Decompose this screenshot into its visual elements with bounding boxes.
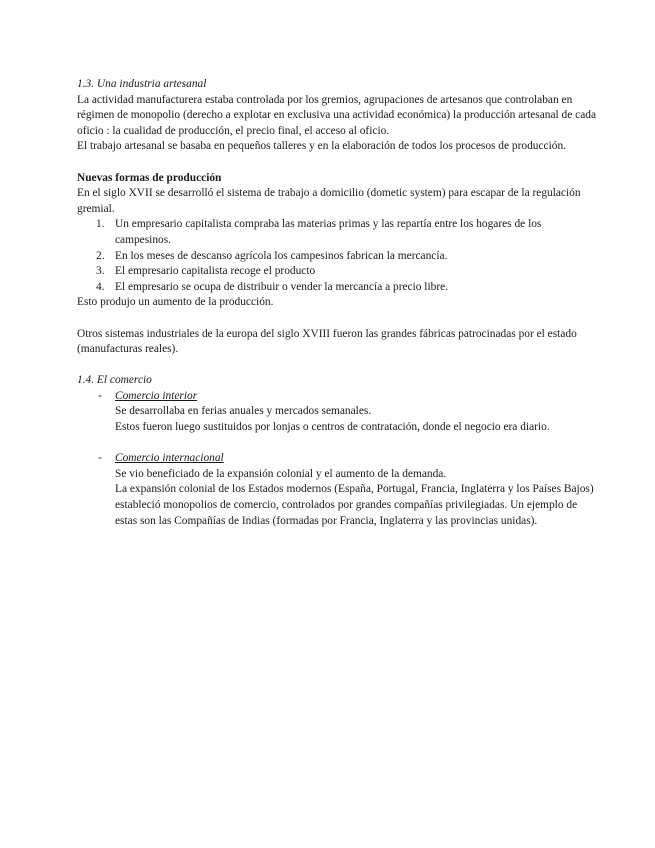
- list-item: [77, 280, 597, 296]
- dash-bullet: -: [98, 452, 102, 465]
- text-ferias: Se desarrollaba en ferias anuales y mercados semanales.: [115, 405, 372, 418]
- paragraph-domestic-system: En el siglo XVII se desarrolló el sistema de trabajo a domicilio (dometic system) para escapar de la regulación gremial.: [77, 187, 581, 215]
- list-number: 1.: [96, 218, 105, 231]
- list-number: 4.: [96, 280, 105, 293]
- list-text: El empresario se ocupa de distribuir o vender la mercancía a precio libre.: [115, 280, 449, 293]
- list-item: [77, 217, 597, 248]
- list-number: 2.: [96, 249, 105, 262]
- list-item: [77, 264, 597, 280]
- list-text: Un empresario capitalista compraba las materias primas y las repartía entre los hogares de los campesinos.: [115, 218, 542, 246]
- text-lonjas: Estos fueron luego sustituidos por lonjas o centros de contratación, donde el negocio era diario.: [115, 421, 550, 434]
- subheading-comercio-internacional: Comercio internacional: [115, 452, 224, 465]
- section-heading-nuevas-formas: Nuevas formas de producción: [77, 171, 222, 184]
- subheading-comercio-interior: Comercio interior: [115, 389, 198, 402]
- paragraph-gremios: La actividad manufacturera estaba controlada por los gremios, agrupaciones de artesanos que controlaban en régimen de monopolio (derecho a explotar en exclusiva una actividad económica) la producción artesanal de cada oficio : la cualidad de producción, el precio final, el acceso al oficio.: [77, 93, 596, 137]
- section-heading-comercio: 1.4. El comercio: [77, 374, 152, 387]
- paragraph-otros-sistemas: Otros sistemas industriales de la europa del siglo XVIII fueron las grandes fábricas patrocinadas por el estado (manufacturas reales).: [77, 327, 577, 356]
- section-heading-industria: 1.3. Una industria artesanal: [77, 78, 207, 90]
- bullet-comercio-internacional: [77, 451, 597, 529]
- dash-bullet: -: [98, 389, 102, 402]
- text-monopolios: La expansión colonial de los Estados modernos (España, Portugal, Francia, Inglaterra y los Países Bajos) estableció monopolios de comercio, controlados por grandes compañías privilegiadas. Un ejemplo de estas son las Compañías de Indias (formadas por Francia, Inglaterra y las provincias unidas).: [115, 483, 594, 527]
- paragraph-aumento-produccion: Esto produjo un aumento de la producción.: [77, 296, 274, 309]
- list-text: En los meses de descanso agrícola los campesinos fabrican la mercancía.: [115, 249, 448, 262]
- numbered-list: [77, 217, 597, 295]
- document-body: [77, 77, 597, 529]
- list-number: 3.: [96, 265, 105, 278]
- text-expansion-colonial: Se vio beneficiado de la expansión colonial y el aumento de la demanda.: [115, 467, 447, 480]
- bullet-comercio-interior: [77, 389, 597, 436]
- list-item: [77, 249, 597, 265]
- list-text: El empresario capitalista recoge el producto: [115, 265, 316, 278]
- paragraph-trabajo-artesanal: El trabajo artesanal se basaba en pequeños talleres y en la elaboración de todos los procesos de producción.: [77, 140, 566, 153]
